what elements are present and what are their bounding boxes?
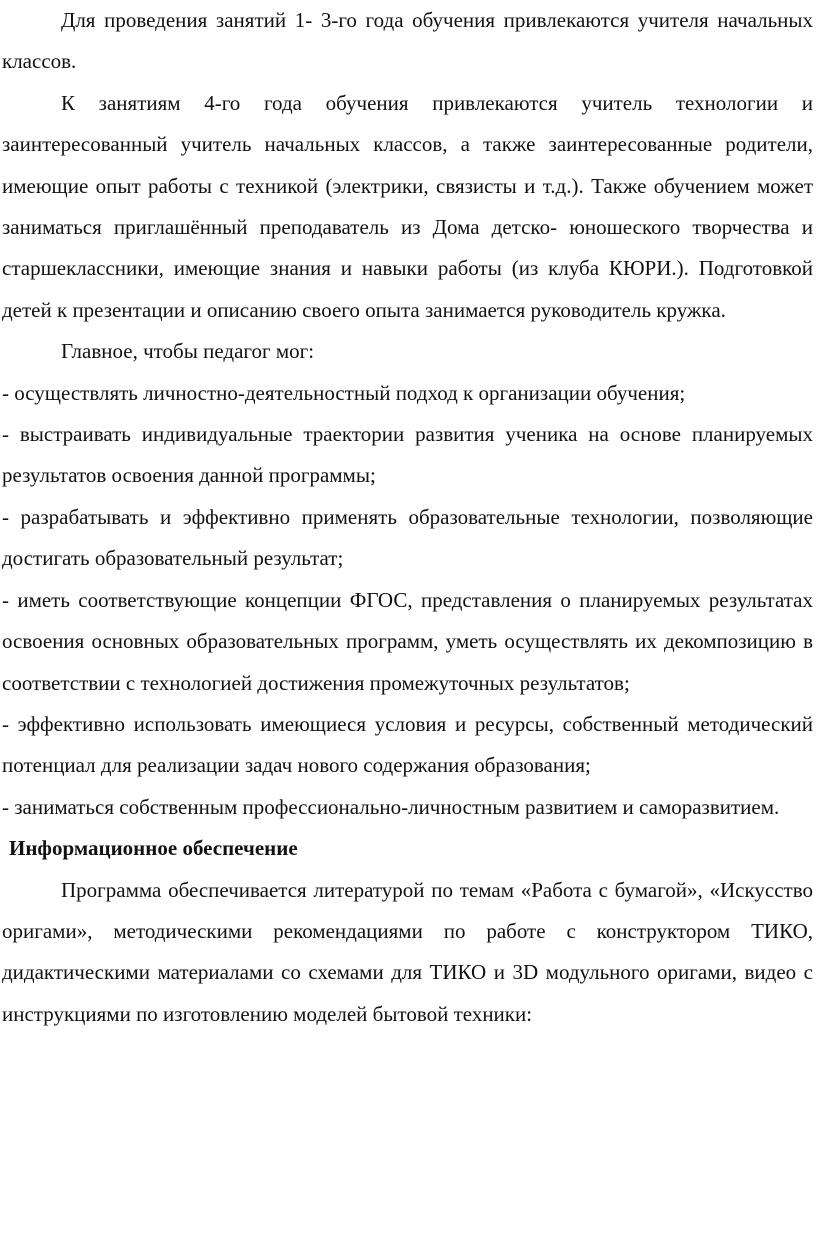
section-heading: Информационное обеспечение: [9, 836, 298, 861]
list-item: - иметь соответствующие концепции ФГОС, представления о планируемых результатах освоения основных образовательных программ, уметь осуществлять их декомпозицию в соответствии с технологией достижения промежуточных результатов;: [2, 587, 813, 695]
list-item: - разрабатывать и эффективно применять образовательные технологии, позволяющие достигать образовательный результат;: [2, 504, 813, 571]
list-item: - осуществлять личностно-деятельностный подход к организации обучения;: [2, 380, 686, 405]
paragraph-staff-grades-1-3: Для проведения занятий 1- 3-го года обучения привлекаются учителя начальных классов.: [2, 8, 813, 74]
list-item: - выстраивать индивидуальные траектории развития ученика на основе планируемых результатов освоения данной программы;: [2, 422, 813, 488]
paragraph-information-support: Программа обеспечивается литературой по темам «Работа с бумагой», «Искусство оригами», методическими рекомендациями по работе с конструктором ТИКО, дидактическими материалами со схемами для ТИКО и 3D модульного оригами, видео с инструкциями по изготовлению моделей бытовой техники:: [2, 877, 813, 1026]
paragraph-staff-grade-4: К занятиям 4-го года обучения привлекаются учитель технологии и заинтересованный учитель начальных классов, а также заинтересованные родители, имеющие опыт работы с техникой (электрики, связисты и т.д.). Также обучением может заниматься приглашённый преподаватель из Дома детско- юношеского творчества и старшеклассники, имеющие знания и навыки работы (из клуба КЮРИ.). Подготовкой детей к презентации и описанию своего опыта занимается руководитель кружка.: [2, 90, 813, 322]
list-item: - эффективно использовать имеющиеся условия и ресурсы, собственный методический потенциал для реализации задач нового содержания образования;: [2, 711, 813, 778]
list-item: - заниматься собственным профессионально-личностным развитием и саморазвитием.: [2, 794, 780, 819]
paragraph-teacher-requirements-intro: Главное, чтобы педагог мог:: [61, 339, 315, 364]
